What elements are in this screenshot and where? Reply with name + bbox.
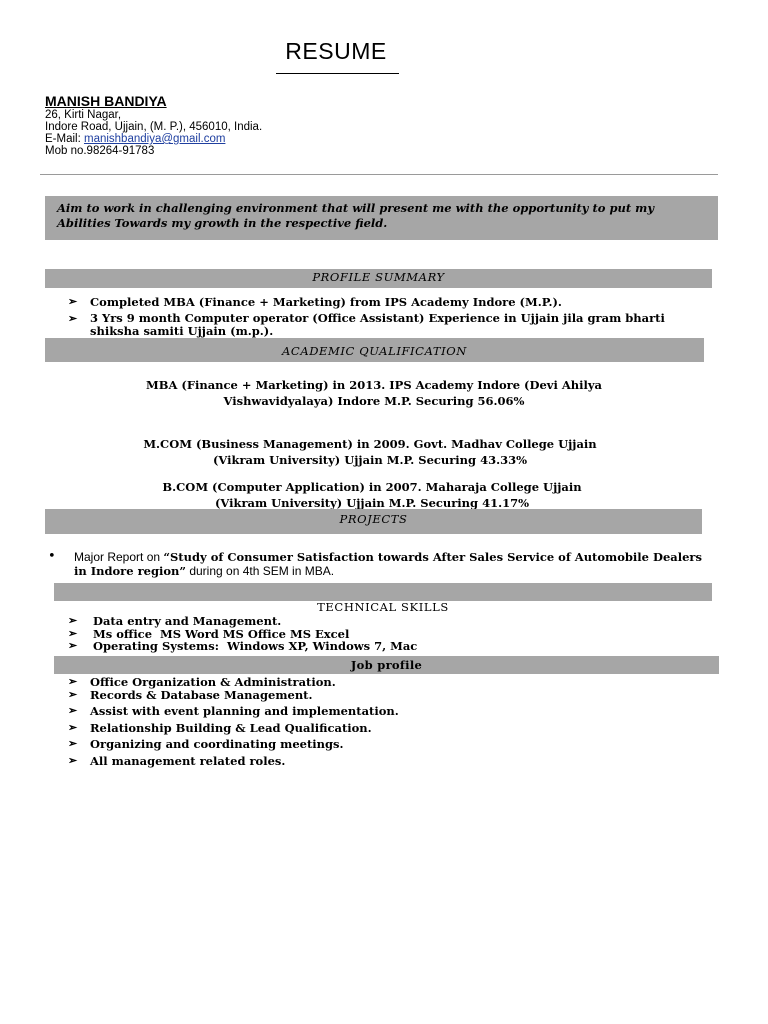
projects-heading: PROJECTS bbox=[45, 509, 702, 534]
qualification-entry-bcom: B.COM (Computer Application) in 2007. Maharaja College Ujjain (Vikram University) Ujjain M.P. Securing 41.17% bbox=[162, 480, 582, 510]
list-item: ➢ Data entry and Management. bbox=[68, 614, 282, 628]
candidate-name: MANISH BANDIYA bbox=[45, 93, 167, 109]
qualification-entry-mba: MBA (Finance + Marketing) in 2013. IPS Academy Indore (Devi Ahilya Vishwavidyalaya) Indore M.P. Securing 56.06% bbox=[146, 378, 602, 408]
document-title: RESUME bbox=[285, 38, 387, 64]
job-profile-list bbox=[68, 676, 708, 767]
address-line-1: 26, Kirti Nagar, bbox=[45, 109, 122, 121]
arrowhead-bullet-icon: ➢ bbox=[68, 687, 78, 701]
email-label: E-Mail: bbox=[45, 133, 81, 145]
title-underline bbox=[276, 73, 399, 74]
email-link[interactable]: manishbandiya@gmail.com bbox=[83, 133, 226, 145]
list-item: ➢ Organizing and coordinating meetings. bbox=[68, 737, 344, 751]
list-item: ➢ 3 Yrs 9 month Computer operator (Office Assistant) Experience in Ujjain jila gram bharti shiksha samiti Ujjain (m.p.). bbox=[68, 311, 665, 338]
profile-summary-heading: PROFILE SUMMARY bbox=[45, 269, 712, 288]
address-line-2: Indore Road, Ujjain, (M. P.), 456010, India. bbox=[45, 121, 263, 133]
list-item: ➢ All management related roles. bbox=[68, 753, 286, 768]
objective-box: Aim to work in challenging environment that will present me with the opportunity to put my Abilities Towards my growth in the respective field. bbox=[45, 196, 718, 240]
arrowhead-bullet-icon: ➢ bbox=[68, 295, 78, 308]
list-item: ➢ Assist with event planning and implementation. bbox=[68, 704, 399, 718]
arrowhead-bullet-icon: ➢ bbox=[68, 720, 78, 734]
list-item: ➢ Office Organization & Administration. bbox=[68, 675, 336, 689]
arrowhead-bullet-icon: ➢ bbox=[68, 675, 78, 688]
arrowhead-bullet-icon: ➢ bbox=[68, 639, 78, 652]
header-separator bbox=[40, 174, 718, 175]
email-line bbox=[45, 133, 225, 145]
academic-qualification-heading: ACADEMIC QUALIFICATION bbox=[45, 338, 704, 362]
arrowhead-bullet-icon: ➢ bbox=[68, 753, 78, 767]
job-profile-heading: Job profile bbox=[54, 656, 719, 674]
technical-skills-band bbox=[54, 583, 712, 601]
technical-skills-heading: TECHNICAL SKILLS bbox=[317, 600, 449, 614]
mobile-number: Mob no.98264-91783 bbox=[45, 145, 155, 157]
list-item: ➢ Operating Systems: Windows XP, Windows 7, Mac bbox=[68, 639, 418, 653]
arrowhead-bullet-icon: ➢ bbox=[68, 626, 78, 640]
list-item: ➢ Completed MBA (Finance + Marketing) from IPS Academy Indore (M.P.). bbox=[68, 295, 562, 309]
list-item: ➢ Ms office MS Word MS Office MS Excel bbox=[68, 626, 350, 641]
project-intro: Major Report on bbox=[74, 550, 164, 564]
project-title: “Study of Consumer Satisfaction towards After Sales Service of Automobile Dealers in Indore region” bbox=[74, 550, 702, 578]
technical-skills-list bbox=[68, 615, 708, 653]
list-item: ➢ Relationship Building & Lead Qualification. bbox=[68, 720, 372, 735]
project-item bbox=[74, 550, 714, 578]
arrowhead-bullet-icon: ➢ bbox=[68, 312, 78, 325]
profile-summary-list bbox=[68, 295, 708, 338]
arrowhead-bullet-icon: ➢ bbox=[68, 737, 78, 750]
project-suffix: during on 4th SEM in MBA. bbox=[186, 564, 335, 578]
dot-bullet-icon: • bbox=[48, 549, 56, 564]
arrowhead-bullet-icon: ➢ bbox=[68, 704, 78, 717]
list-item: ➢ Records & Database Management. bbox=[68, 687, 313, 702]
qualification-entry-mcom: M.COM (Business Management) in 2009. Govt. Madhav College Ujjain (Vikram University) Ujjain M.P. Securing 43.33% bbox=[143, 437, 597, 467]
arrowhead-bullet-icon: ➢ bbox=[68, 614, 78, 627]
